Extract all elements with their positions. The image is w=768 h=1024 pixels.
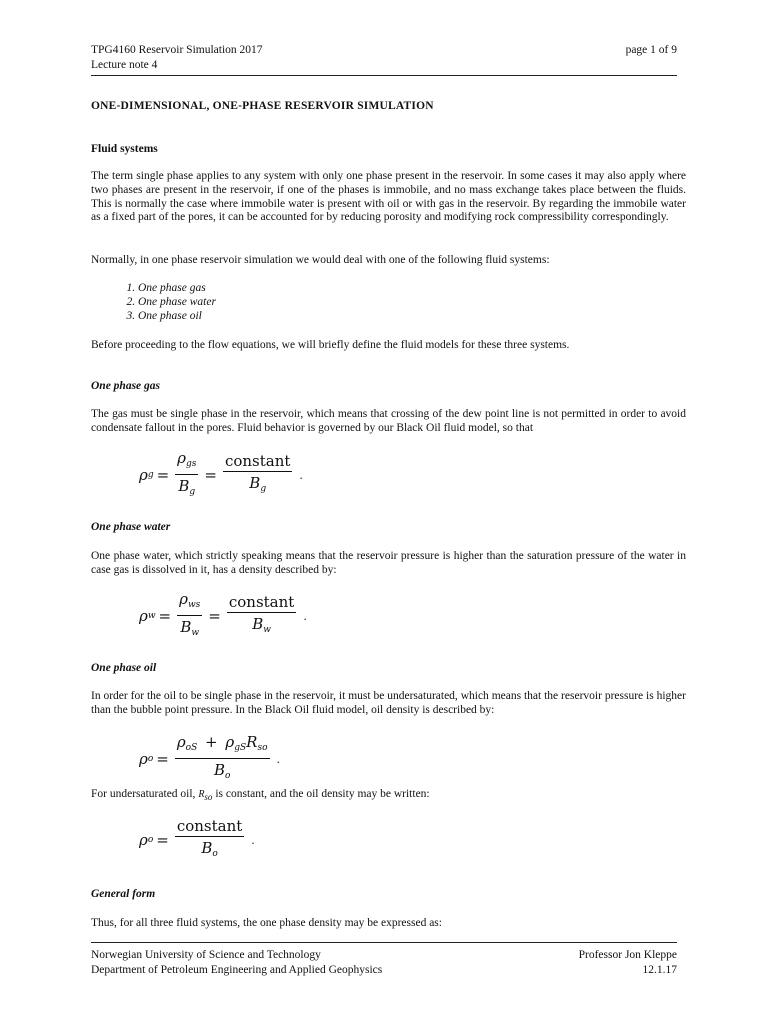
paragraph-fluid-systems-list-intro: Normally, in one phase reservoir simulation we would deal with one of the following fluid systems:	[91, 254, 550, 266]
heading-one-phase-water: One phase water	[91, 521, 171, 533]
list-item: 3. One phase oil	[138, 310, 686, 324]
list-item: 1. One phase gas	[138, 282, 686, 296]
paragraph-general-form: Thus, for all three fluid systems, the one phase density may be expressed as:	[91, 917, 442, 929]
heading-general-form: General form	[91, 888, 156, 900]
document-date: 12.1.17	[642, 964, 677, 976]
paragraph-one-phase-gas: The gas must be single phase in the reservoir, which means that crossing of the dew point line is not permitted in order to avoid condensate fallout in the pores. Fluid behavior is governed by our Black Oil fluid model, so that	[91, 408, 686, 434]
paragraph-one-phase-water: One phase water, which strictly speaking means that the reservoir pressure is higher than the saturation pressure of the water in case gas is dissolved in it, has a density described by:	[91, 550, 686, 576]
paragraph-before-flow: Before proceeding to the flow equations, we will briefly define the fluid models for these three systems.	[91, 339, 570, 351]
page-footer	[91, 948, 677, 978]
rso-symbol: $R_{so}$	[198, 789, 213, 802]
professor-name: Professor Jon Kleppe	[578, 949, 677, 961]
university-name: Norwegian University of Science and Technology	[91, 949, 321, 961]
lecture-note: Lecture note 4	[91, 59, 158, 71]
equation-oil-density-constant: ρ o = $\frac{\text{constant}}{B_o}$ .	[139, 817, 255, 859]
department-name: Department of Petroleum Engineering and Applied Geophysics	[91, 964, 383, 976]
footer-divider	[91, 942, 677, 943]
equation-oil-density-black-oil: ρ o = $\frac{\rho_{oS} + \rho_{gS}R_{so}}{B_o}$ .	[139, 733, 280, 781]
course-title: TPG4160 Reservoir Simulation 2017	[91, 44, 263, 56]
paragraph-undersaturated-oil: For undersaturated oil, $R_{so}$ is constant, and the oil density may be written:	[91, 788, 430, 802]
list-item: 2. One phase water	[138, 296, 686, 310]
heading-fluid-systems: Fluid systems	[91, 143, 158, 155]
page-header	[91, 43, 677, 73]
heading-one-phase-gas: One phase gas	[91, 380, 161, 392]
equation-water-density: ρ w = $\frac{\rho_{ws}}{B_w}$ = $\frac{\text{constant}}{B_w}$ .	[139, 590, 307, 638]
paragraph-fluid-systems-intro: The term single phase applies to any system with only one phase present in the reservoir. In some cases it may also apply where two phases are present in the reservoir, if one of the phases is immobile, and no mass exchange takes place between the fluids. This is normally the case where immobile water is present with oil or with gas in the reservoir. By regarding the immobile water as a fixed part of the pores, it can be accounted for by reducing porosity and modifying rock compressibility correspondingly.	[91, 170, 686, 224]
paragraph-one-phase-oil: In order for the oil to be single phase in the reservoir, it must be undersaturated, which means that the reservoir pressure is higher than the bubble point pressure. In the Black Oil fluid model, oil density is described by:	[91, 690, 686, 716]
document-title: ONE-DIMENSIONAL, ONE-PHASE RESERVOIR SIMULATION	[91, 100, 434, 112]
header-divider	[91, 75, 677, 76]
fluid-system-list	[91, 282, 686, 323]
page-number: page 1 of 9	[625, 44, 677, 56]
heading-one-phase-oil: One phase oil	[91, 662, 157, 674]
equation-gas-density: ρ g = $\frac{\rho_{gs}}{B_g}$ = $\frac{\text{constant}}{B_g}$ .	[139, 449, 303, 497]
